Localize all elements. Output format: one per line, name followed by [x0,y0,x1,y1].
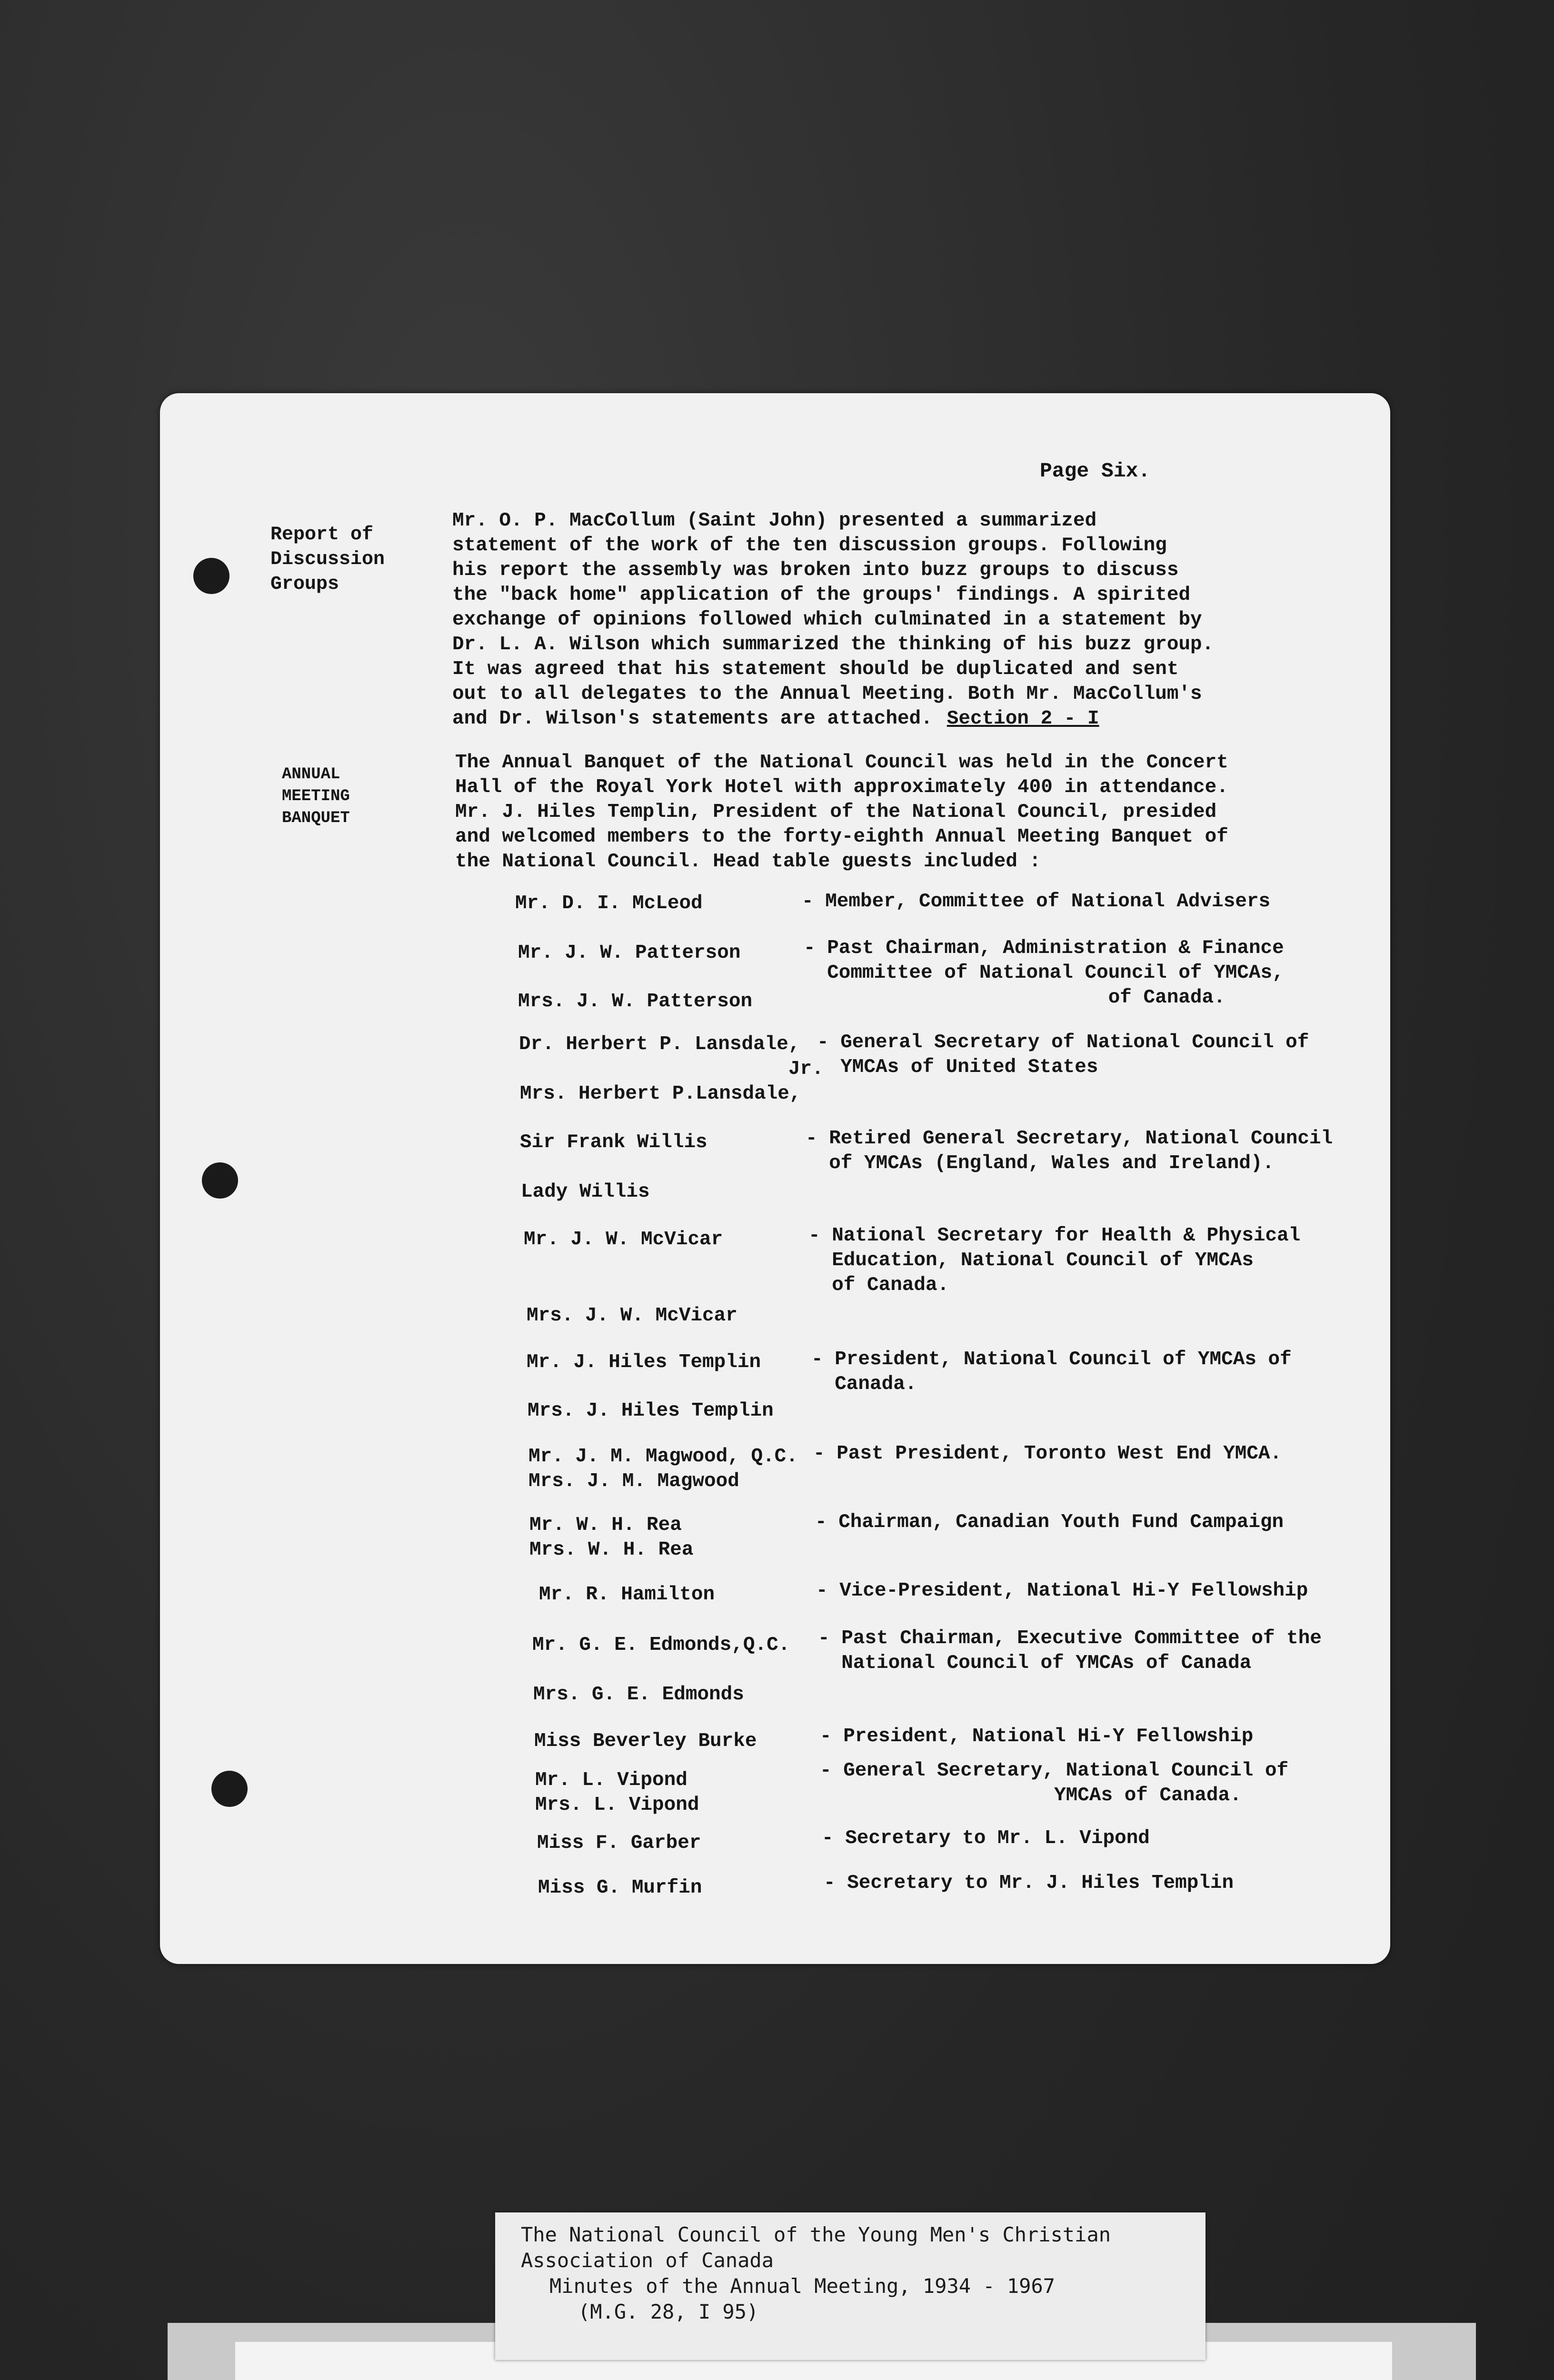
guest-name: Sir Frank Willis [520,1131,707,1153]
guest-role: - Past Chairman, Executive Committee of the National Council of YMCAs of Canada [818,1627,1322,1674]
discussion-heading [270,523,385,597]
paragraph-line: Mr. O. P. MacCollum (Saint John) presented a summarized [452,510,1097,532]
banquet-heading [282,764,350,829]
guest-role: - Secretary to Mr. L. Vipond [822,1827,1150,1849]
discussion-heading-line: Groups [270,574,339,595]
guest-name: Mr. J. Hiles Templin [527,1351,761,1373]
guest-role: - President, National Council of YMCAs of Canada. [811,1349,1292,1395]
guest-name: Mrs. J. W. McVicar [527,1305,737,1327]
paragraph-line: Hall of the Royal York Hotel with approximately 400 in attendance. [455,776,1228,798]
card-line: (M.G. 28, I 95) [578,2300,759,2323]
banquet-heading-line: MEETING [282,787,350,805]
guest-role: - General Secretary of National Council of YMCAs of United States [817,1031,1309,1078]
paragraph-line: out to all delegates to the Annual Meeting. Both Mr. MacCollum's [452,683,1202,705]
punch-hole-bottom [211,1771,248,1807]
card-line: The National Council of the Young Men's Christian [521,2223,1111,2246]
paragraph-line: statement of the work of the ten discussion groups. Following [452,535,1167,556]
banquet-paragraph [455,750,1293,874]
guest-role: - National Secretary for Health & Physical Education, National Council of YMCAs of Canada. [808,1225,1301,1296]
guest-name: Mrs. J. Hiles Templin [528,1400,774,1422]
paragraph-line: Mr. J. Hiles Templin, President of the National Council, presided [455,801,1217,823]
guest-role: - General Secretary, National Council of YMCAs of Canada. [820,1760,1289,1806]
banquet-heading-line: BANQUET [282,809,350,827]
guest-name: Dr. Herbert P. Lansdale, Jr. [519,1033,824,1080]
banquet-heading-line: ANNUAL [282,765,340,783]
paragraph-line: Dr. L. A. Wilson which summarized the thinking of his buzz group. [452,634,1214,655]
guest-role: - Past President, Toronto West End YMCA. [813,1443,1282,1465]
guest-name: Mr. L. Vipond Mrs. L. Vipond [535,1769,699,1816]
page-number: Page Six. [1040,459,1151,483]
guest-role: - Member, Committee of National Advisers [802,891,1271,912]
collection-label-card [495,2212,1205,2360]
guest-name: Mr. J. M. Magwood, Q.C. Mrs. J. M. Magwood [528,1446,798,1492]
discussion-heading-line: Report of [270,524,374,545]
paragraph-line: the "back home" application of the groups' findings. A spirited [452,584,1191,606]
paragraph-line: his report the assembly was broken into buzz groups to discuss [452,559,1179,581]
guest-name: Mrs. Herbert P.Lansdale, [520,1083,801,1105]
paragraph-line: and welcomed members to the forty-eighth Annual Meeting Banquet of [455,826,1228,848]
paragraph-line-text: and Dr. Wilson's statements are attached. [452,708,933,730]
guest-role: - President, National Hi-Y Fellowship [820,1726,1254,1747]
discussion-paragraph [452,508,1290,731]
paragraph-line [452,706,1290,731]
guest-name: Mr. J. W. McVicar [524,1229,723,1250]
punch-hole-top [193,558,229,594]
card-line: Minutes of the Annual Meeting, 1934 - 1967 [549,2274,1056,2298]
section-reference: Section 2 - I [946,708,1099,730]
paragraph-line: The Annual Banquet of the National Council was held in the Concert [455,752,1228,774]
card-line: Association of Canada [521,2249,774,2272]
discussion-heading-line: Discussion [270,549,385,570]
guest-name: Mrs. J. W. Patterson [518,991,753,1012]
guest-role: - Secretary to Mr. J. Hiles Templin [824,1872,1234,1894]
guest-name: Miss F. Garber [537,1832,701,1854]
guest-name: Mrs. G. E. Edmonds [533,1684,744,1706]
paragraph-line: It was agreed that his statement should be duplicated and sent [452,658,1179,680]
guest-name: Mr. W. H. Rea Mrs. W. H. Rea [529,1514,694,1561]
guest-name: Miss G. Murfin [538,1877,702,1899]
guest-name: Miss Beverley Burke [534,1730,757,1752]
guest-role: - Past Chairman, Administration & Finance Committee of National Council of YMCAs, of Canada. [804,937,1284,1009]
punch-hole-middle [202,1162,238,1199]
guest-role: - Retired General Secretary, National Council of YMCAs (England, Wales and Ireland). [806,1128,1333,1174]
paragraph-line: the National Council. Head table guests included : [455,851,1041,873]
guest-name: Mr. J. W. Patterson [518,942,741,964]
guest-name: Lady Willis [521,1181,650,1203]
guest-role: - Chairman, Canadian Youth Fund Campaign [815,1511,1284,1533]
document-page [160,393,1390,1964]
guest-name: Mr. R. Hamilton [539,1584,715,1606]
guest-name: Mr. G. E. Edmonds,Q.C. [532,1634,790,1656]
guest-role: - Vice-President, National Hi-Y Fellowship [816,1580,1308,1602]
paragraph-line: exchange of opinions followed which culminated in a statement by [452,609,1202,631]
guest-name: Mr. D. I. McLeod [515,892,703,914]
